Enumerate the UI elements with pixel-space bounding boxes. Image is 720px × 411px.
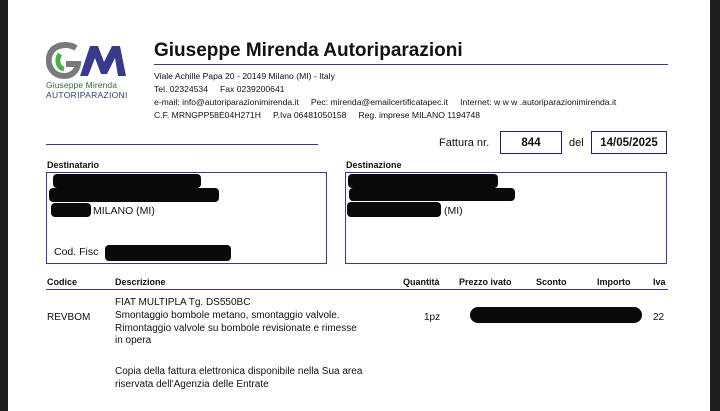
viewer-left-margin — [0, 0, 8, 411]
col-header-code: Codice — [47, 277, 78, 287]
logo-subtitle: AUTORIPARAZIONI — [46, 90, 128, 100]
destination-box — [345, 172, 667, 264]
invoice-page — [8, 0, 710, 411]
title-divider — [154, 64, 668, 65]
row-desc-line: FIAT MULTIPLA Tg. DS550BC — [115, 297, 251, 308]
recipient-box — [46, 172, 327, 264]
logo-name: Giuseppe Mirenda — [46, 80, 118, 90]
company-title: Giuseppe Mirenda Autoriparazioni — [154, 40, 463, 61]
company-registry-line — [154, 110, 492, 120]
invoice-number-box: 844 — [500, 131, 562, 154]
col-header-quantity: Quantità — [403, 277, 440, 287]
col-header-price: Prezzo ivato — [459, 277, 512, 287]
company-piva: P.Iva 06481050158 — [273, 110, 347, 120]
destination-province: (MI) — [444, 205, 463, 217]
redaction — [51, 203, 91, 217]
redaction — [348, 174, 498, 188]
destination-label: Destinazione — [346, 160, 402, 170]
viewer-right-margin — [710, 0, 720, 411]
section-divider — [46, 144, 318, 145]
logo-mark-icon — [46, 42, 136, 80]
company-internet: Internet: w w w .autoriparazionimirenda.it — [460, 97, 617, 107]
company-email: e-mail: info@autoriparazionimirenda.it — [154, 97, 299, 107]
einvoice-note — [115, 366, 362, 392]
company-phone-line — [154, 84, 297, 94]
company-fax: Fax 0239200641 — [220, 84, 285, 94]
note-line: riservata dell'Agenzia delle Entrate — [115, 378, 269, 390]
col-header-description: Descrizione — [115, 277, 166, 287]
col-header-amount: Importo — [597, 277, 631, 287]
redaction — [105, 245, 231, 261]
invoice-date-box: 14/05/2025 — [591, 131, 667, 154]
company-contacts-line — [154, 97, 628, 107]
row-quantity: 1pz — [424, 312, 441, 323]
recipient-label: Destinatario — [47, 160, 100, 170]
invoice-date-label: del — [569, 137, 584, 149]
row-description — [115, 297, 357, 348]
note-line: Copia della fattura elettronica disponibile nella Sua area — [115, 366, 363, 377]
row-desc-line: in opera — [115, 335, 152, 347]
col-header-vat: Iva — [653, 277, 666, 287]
redaction — [53, 174, 201, 188]
company-pec: Pec: mirenda@emailcertificatapec.it — [310, 97, 449, 107]
redaction — [349, 188, 515, 201]
row-desc-line: Smontaggio bombole metano, smontaggio valvole. — [115, 309, 340, 321]
invoice-number-label: Fattura nr. — [439, 137, 490, 149]
recipient-cf-label: Cod. Fisc — [54, 246, 99, 258]
redaction — [49, 188, 219, 202]
company-tel: Tel. 02324534 — [154, 84, 208, 94]
row-desc-line: Rimontaggio valvole su bombole revisionate e rimesse — [115, 322, 357, 334]
company-address: Viale Achille Papa 20 - 20149 Milano (MI) - Italy — [154, 71, 335, 81]
col-header-discount: Sconto — [536, 277, 567, 287]
company-cf: C.F. MRNGPP58E04H271H — [154, 110, 261, 120]
redaction — [347, 202, 441, 217]
row-vat: 22 — [653, 312, 665, 323]
row-code: REVBOM — [47, 312, 91, 323]
table-header-divider — [46, 289, 668, 290]
redaction — [470, 307, 642, 323]
company-logo — [46, 42, 136, 106]
company-reg: Reg. imprese MILANO 1194748 — [358, 110, 481, 120]
recipient-city: MILANO (MI) — [93, 205, 155, 217]
